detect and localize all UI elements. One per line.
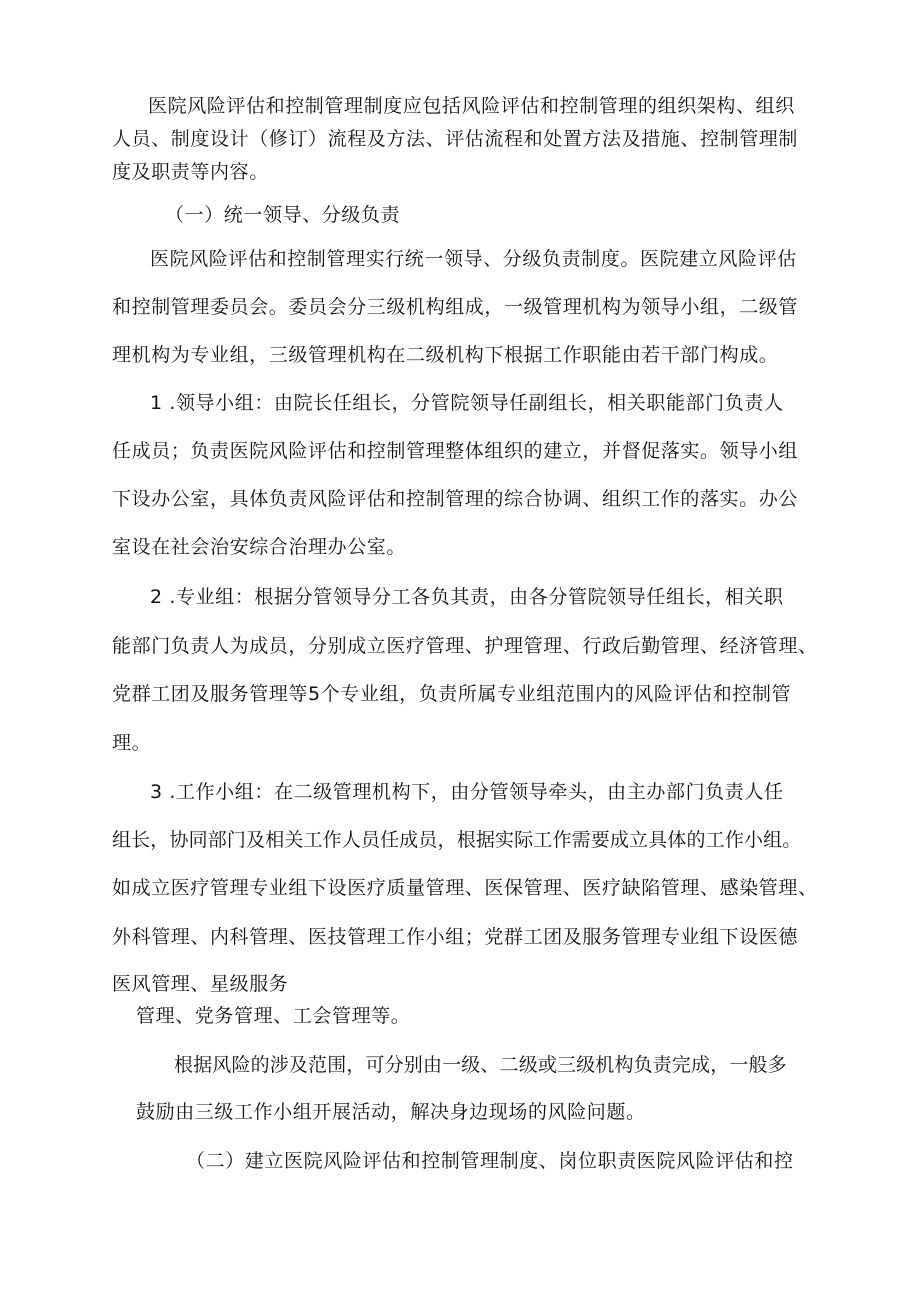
text-line: 和控制管理委员会。委员会分三级机构组成，一级管理机构为领导小组，二级管	[112, 296, 799, 318]
text-line: 党群工团及服务管理等5个专业组，负责所属专业组范围内的风险评估和控制管	[112, 683, 792, 705]
text-line: 室设在社会治安综合治理办公室。	[112, 536, 407, 558]
text-line: 理机构为专业组，三级管理机构在二级机构下根据工作职能由若干部门构成。	[112, 344, 779, 366]
text-line: 人员、制度设计（修订）流程及方法、评估流程和处置方法及措施、控制管理制	[112, 128, 799, 150]
text-line: 组长，协同部门及相关工作人员任成员，根据实际工作需要成立具体的工作小组。	[112, 829, 802, 851]
list-item-line: 2 .专业组：根据分管领导分工各负其责，由各分管院领导任组长，相关职	[150, 586, 784, 608]
text-line: 医院风险评估和控制管理实行统一领导、分级负责制度。医院建立风险评估	[150, 248, 797, 270]
text-line: 医风管理、星级服务	[112, 973, 289, 995]
text-line: 任成员；负责医院风险评估和控制管理整体组织的建立，并督促落实。领导小组	[112, 440, 799, 462]
text-line: 管理、党务管理、工会管理等。	[136, 1005, 411, 1027]
text-line: 理。	[112, 732, 152, 754]
text-line: 能部门负责人为成员，分别成立医疗管理、护理管理、行政后勤管理、经济管理、	[112, 635, 818, 657]
list-item-line: 1 .领导小组：由院长任组长，分管院领导任副组长，相关职能部门负责人	[150, 392, 784, 414]
section-heading: （一）统一领导、分级负责	[165, 204, 401, 226]
text-line: 度及职责等内容。	[112, 161, 269, 183]
text-line: 如成立医疗管理专业组下设医疗质量管理、医保管理、医疗缺陷管理、感染管理、	[112, 877, 818, 899]
list-item-line: 3 .工作小组：在二级管理机构下，由分管领导牵头，由主办部门负责人任	[150, 781, 784, 803]
section-heading: （二）建立医院风险评估和控制管理制度、岗位职责医院风险评估和控	[186, 1150, 794, 1172]
text-line: 鼓励由三级工作小组开展活动，解决身边现场的风险问题。	[136, 1101, 646, 1123]
text-line: 根据风险的涉及范围，可分别由一级、二级或三级机构负责完成，一般多	[174, 1054, 787, 1076]
text-line: 医院风险评估和控制管理制度应包括风险评估和控制管理的组织架构、组织	[148, 95, 795, 117]
text-line: 外科管理、内科管理、医技管理工作小组；党群工团及服务管理专业组下设医德	[112, 926, 799, 948]
text-line: 下设办公室，具体负责风险评估和控制管理的综合协调、组织工作的落实。办公	[112, 488, 799, 510]
